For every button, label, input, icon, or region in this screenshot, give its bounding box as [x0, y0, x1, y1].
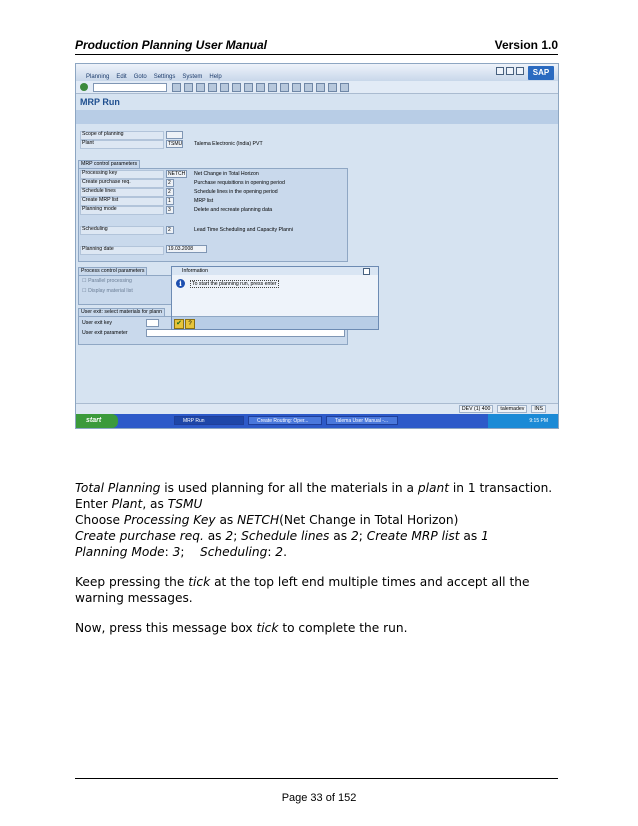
find-next-icon[interactable] — [244, 83, 253, 92]
user-exit-parameter-label: User exit parameter — [82, 330, 128, 336]
processing-key-field[interactable]: NETCH — [168, 171, 186, 177]
system-tray-clock: 9:15 PM — [488, 414, 558, 428]
planning-date-field[interactable]: 19.03.2008 — [166, 245, 207, 253]
parallel-processing-label: Parallel processing — [88, 278, 132, 284]
minimize-icon[interactable] — [496, 67, 504, 75]
application-toolbar — [76, 110, 558, 124]
enter-check-icon[interactable] — [80, 83, 88, 91]
sap-menubar — [76, 64, 558, 81]
find-icon[interactable] — [232, 83, 241, 92]
scope-label: Scope of planning — [82, 131, 124, 137]
display-material-list-checkbox[interactable]: ☐ Display material list — [82, 288, 133, 294]
maximize-icon[interactable] — [506, 67, 514, 75]
dialog-ok-check-icon[interactable]: ✔ — [174, 319, 184, 329]
back-icon[interactable] — [184, 83, 193, 92]
status-system: DEV (1) 400 — [459, 405, 494, 413]
exit-icon[interactable] — [196, 83, 205, 92]
create-mrp-list-field[interactable]: 1 — [166, 197, 174, 205]
document-version: Version 1.0 — [494, 38, 558, 52]
save-icon[interactable] — [172, 83, 181, 92]
paragraph-parameters: Create purchase req. as 2; Schedule lines as 2; Create MRP list as 1 — [75, 529, 489, 543]
toolbar-icons — [172, 83, 349, 92]
schedule-lines-desc: Schedule lines in the opening period — [194, 189, 278, 195]
next-page-icon[interactable] — [280, 83, 289, 92]
document-title: Production Planning User Manual — [75, 38, 268, 52]
sap-status-bar — [76, 403, 558, 414]
header-rule — [75, 54, 558, 55]
create-purchase-req-label: Create purchase req. — [82, 179, 131, 185]
prev-page-icon[interactable] — [268, 83, 277, 92]
paragraph-planning-mode: Planning Mode: 3; Scheduling: 2. — [75, 545, 287, 559]
last-page-icon[interactable] — [292, 83, 301, 92]
new-session-icon[interactable] — [304, 83, 313, 92]
planning-mode-field[interactable]: 3 — [166, 206, 174, 214]
processing-key-desc: Net Change in Total Horizon — [194, 171, 259, 177]
user-exit-key-field[interactable] — [146, 319, 159, 327]
create-mrp-list-label: Create MRP list — [82, 197, 119, 203]
scheduling-field[interactable]: 2 — [166, 226, 174, 234]
dialog-close-icon[interactable] — [363, 268, 370, 275]
task-mrp-run[interactable]: MRP Run — [174, 416, 244, 425]
start-button[interactable]: start — [76, 414, 118, 428]
windows-taskbar — [76, 414, 558, 428]
process-control-group-title: Process control parameters — [78, 267, 147, 275]
first-page-icon[interactable] — [256, 83, 265, 92]
scope-field[interactable] — [166, 131, 183, 139]
menu-goto[interactable]: Goto — [133, 74, 147, 80]
create-purchase-req-field[interactable]: 2 — [166, 179, 174, 187]
status-server: talemadev — [497, 405, 527, 413]
menu-system[interactable]: System — [182, 74, 203, 80]
window-controls — [496, 67, 524, 75]
paragraph-enter-plant: Enter Plant, as TSMU — [75, 497, 203, 511]
dialog-footer — [172, 316, 378, 329]
create-mrp-list-desc: MRP list — [194, 198, 214, 204]
paragraph-processing-key: Choose Processing Key as NETCH(Net Change in Total Horizon) — [75, 513, 459, 527]
task-create-routing[interactable]: Create Routing: Oper... — [248, 416, 322, 425]
user-exit-parameter-field[interactable] — [146, 329, 345, 337]
menu-edit[interactable]: Edit — [116, 74, 127, 80]
menu-settings[interactable]: Settings — [153, 74, 176, 80]
scheduling-label: Scheduling — [82, 226, 108, 232]
sap-standard-toolbar — [76, 81, 558, 94]
cancel-icon[interactable] — [208, 83, 217, 92]
information-dialog — [171, 266, 379, 330]
menu-planning[interactable]: Planning — [86, 74, 110, 80]
help-icon[interactable] — [328, 83, 337, 92]
shortcut-icon[interactable] — [316, 83, 325, 92]
page-number: Page 33 of 152 — [281, 792, 357, 804]
parallel-processing-checkbox[interactable]: ☐ Parallel processing — [82, 278, 132, 284]
info-icon: i — [176, 279, 185, 288]
paragraph-total-planning: Total Planning is used planning for all the materials in a plant in 1 transaction. — [75, 481, 553, 495]
paragraph-keep-pressing: Keep pressing the tick at the top left end multiple times and accept all the warning messages. — [75, 575, 530, 605]
instructions — [75, 480, 565, 636]
schedule-lines-label: Schedule lines — [82, 188, 116, 194]
layout-icon[interactable] — [340, 83, 349, 92]
create-purchase-req-desc: Purchase requisitions in opening period — [194, 180, 285, 186]
command-field[interactable] — [93, 83, 167, 92]
schedule-lines-field[interactable]: 2 — [166, 188, 174, 196]
task-user-manual[interactable]: Talema User Manual -... — [326, 416, 398, 425]
plant-description: Talema Electronic (India) PVT — [194, 141, 263, 147]
sap-screenshot — [75, 63, 559, 429]
dialog-help-icon[interactable]: ? — [185, 319, 195, 329]
plant-label: Plant — [82, 140, 94, 146]
processing-key-label: Processing key — [82, 170, 118, 176]
status-mode: INS — [531, 405, 546, 413]
sap-logo: SAP — [528, 66, 554, 80]
dialog-title: Information — [172, 267, 378, 275]
menu-help[interactable]: Help — [209, 74, 222, 80]
user-exit-key-label: User exit key — [82, 320, 112, 326]
close-icon[interactable] — [516, 67, 524, 75]
planning-mode-label: Planning mode — [82, 206, 117, 212]
paragraph-complete-run: Now, press this message box tick to complete the run. — [75, 621, 408, 635]
screen-title: MRP Run — [80, 97, 120, 107]
print-icon[interactable] — [220, 83, 229, 92]
display-material-list-label: Display material list — [88, 288, 133, 294]
plant-field[interactable]: TSMU — [168, 141, 183, 147]
user-exit-group-title: User exit: select materials for plann — [78, 308, 165, 316]
scheduling-desc: Lead Time Scheduling and Capacity Planni — [194, 227, 293, 233]
planning-date-label: Planning date — [82, 246, 114, 252]
mrp-control-group-title: MRP control parameters — [78, 160, 140, 168]
footer-rule — [75, 778, 558, 779]
planning-mode-desc: Delete and recreate planning data — [194, 207, 273, 213]
dialog-message: To start the planning run, press enter — [192, 281, 277, 287]
